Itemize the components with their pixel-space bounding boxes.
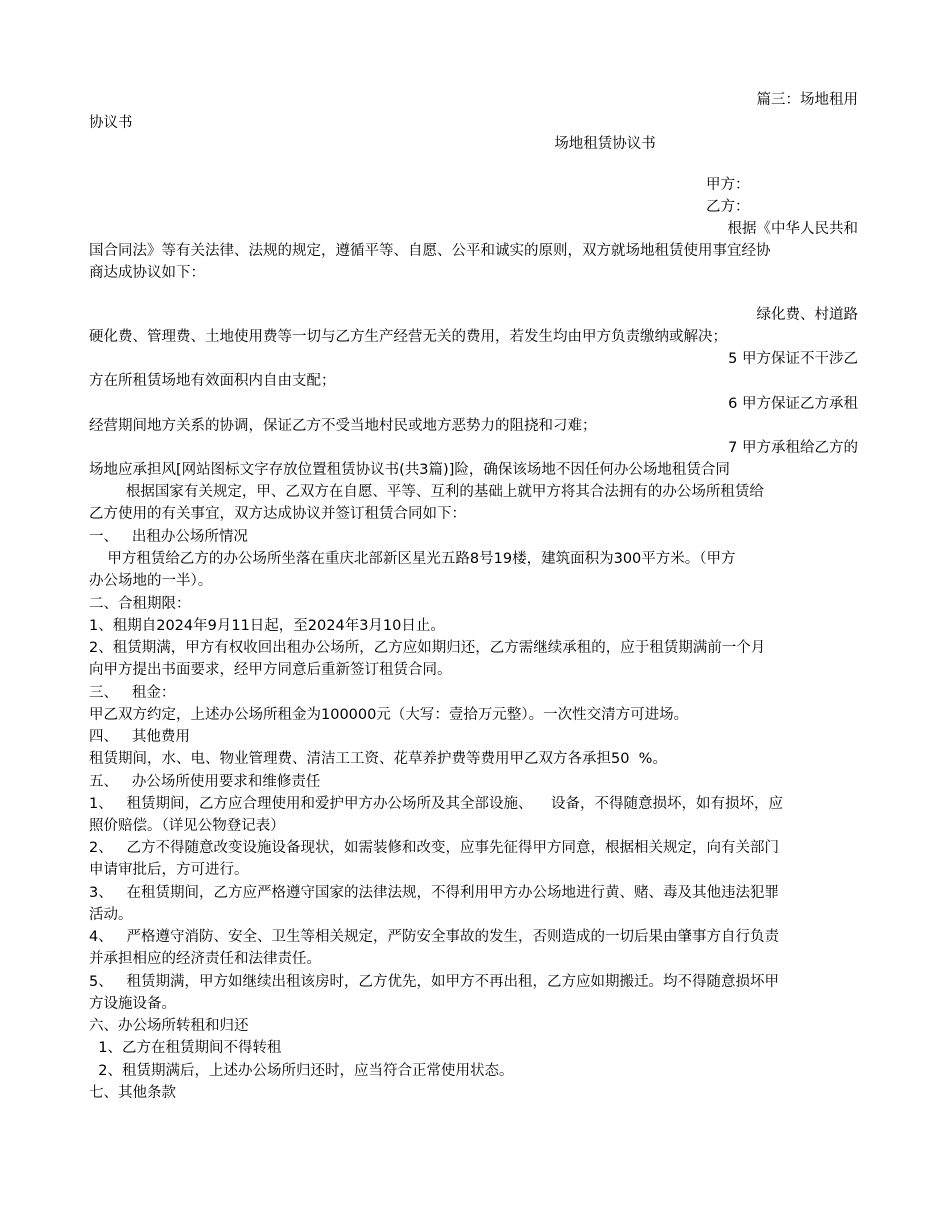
paragraph-line: 租赁期间，水、电、物业管理费、清洁工工资、花草养护费等费用甲乙双方各承担50 %。 bbox=[89, 751, 667, 767]
clause-line: 6 甲方保证乙方承租 bbox=[728, 396, 858, 412]
paragraph-line: 照价赔偿。（详见公物登记表） bbox=[89, 818, 285, 834]
clause-line: 绿化费、村道路 bbox=[756, 307, 858, 323]
party-a-label: 甲方： bbox=[706, 177, 750, 193]
paragraph-line: 活动。 bbox=[89, 907, 133, 923]
paragraph-line: 1、乙方在租赁期间不得转租 bbox=[89, 1040, 282, 1056]
paragraph-line: 申请审批后，方可进行。 bbox=[89, 862, 249, 878]
section-heading: 三、 租金： bbox=[89, 685, 176, 701]
section-heading: 七、其他条款 bbox=[89, 1085, 176, 1101]
paragraph-line: 根据国家有关规定，甲、乙双方在自愿、平等、互利的基础上就甲方将其合法拥有的办公场所租赁给 bbox=[89, 484, 764, 500]
preamble-line: 国合同法》等有关法律、法规的规定，遵循平等、自愿、公平和诚实的原则，双方就场地租赁使用事宜经协 bbox=[89, 243, 771, 259]
preamble-line: 根据《中华人民共和 bbox=[727, 221, 858, 237]
section-heading: 五、 办公场所使用要求和维修责任 bbox=[89, 774, 321, 790]
paragraph-line: 3、 在租赁期间，乙方应严格遵守国家的法律法规，不得利用甲方办公场地进行黄、赌、毒及其他违法犯罪 bbox=[89, 885, 780, 901]
paragraph-line: 并承担相应的经济责任和法律责任。 bbox=[89, 951, 321, 967]
paragraph-line: 2、租赁期满，甲方有权收回出租办公场所，乙方应如期归还，乙方需继续承租的，应于租赁期满前一个月 bbox=[89, 640, 766, 656]
clause-line: 场地应承担风[网站图标文字存放位置租赁协议书(共3篇)]险，确保该场地不因任何办公场地租赁合同 bbox=[89, 462, 730, 478]
section-heading: 二、合租期限： bbox=[89, 596, 191, 612]
paragraph-line: 方设施设备。 bbox=[89, 996, 176, 1012]
section-heading-cont: 协议书 bbox=[89, 115, 133, 131]
clause-line: 硬化费、管理费、土地使用费等一切与乙方生产经营无关的费用，若发生均由甲方负责缴纳或解决； bbox=[89, 329, 727, 345]
paragraph-line: 5、 租赁期满，甲方如继续出租该房时，乙方优先，如甲方不再出租，乙方应如期搬迁。均不得随意损坏甲 bbox=[89, 974, 780, 990]
clause-line: 7 甲方承租给乙方的 bbox=[728, 440, 858, 456]
preamble-line: 商达成协议如下： bbox=[89, 265, 205, 281]
section-heading: 一、 出租办公场所情况 bbox=[89, 529, 248, 545]
paragraph-line: 乙方使用的有关事宜，双方达成协议并签订租赁合同如下： bbox=[89, 506, 466, 522]
clause-line: 经营期间地方关系的协调，保证乙方不受当地村民或地方恶势力的阻挠和刁难； bbox=[89, 418, 597, 434]
paragraph-line: 2、租赁期满后，上述办公场所归还时，应当符合正常使用状态。 bbox=[89, 1063, 514, 1079]
section-heading: 篇三：场地租用 bbox=[756, 92, 858, 108]
clause-line: 方在所租赁场地有效面积内自由支配； bbox=[89, 373, 336, 389]
paragraph-line: 向甲方提出书面要求，经甲方同意后重新签订租赁合同。 bbox=[89, 662, 452, 678]
section-heading: 四、 其他费用 bbox=[89, 729, 190, 745]
paragraph-line: 1、租期自2024年9月11日起，至2024年3月10日止。 bbox=[89, 618, 445, 634]
clause-line: 5 甲方保证不干涉乙 bbox=[728, 351, 858, 367]
paragraph-line: 甲乙双方约定，上述办公场所租金为100000元（大写：壹拾万元整）。一次性交清方可进场。 bbox=[89, 707, 689, 723]
paragraph-line: 4、 严格遵守消防、安全、卫生等相关规定，严防安全事故的发生，否则造成的一切后果由肇事方自行负责 bbox=[89, 929, 780, 945]
paragraph-line: 2、 乙方不得随意改变设施设备现状，如需装修和改变，应事先征得甲方同意，根据相关规定，向有关部门 bbox=[89, 840, 780, 856]
paragraph-line: 1、 租赁期间，乙方应合理使用和爱护甲方办公场所及其全部设施、 设备，不得随意损坏，如有损坏，应 bbox=[89, 796, 783, 812]
paragraph-line: 甲方租赁给乙方的办公场所坐落在重庆北部新区星光五路8号19楼，建筑面积为300平方米。（甲方 bbox=[89, 551, 736, 567]
section-heading: 六、办公场所转租和归还 bbox=[89, 1018, 249, 1034]
party-b-label: 乙方： bbox=[706, 199, 750, 215]
document-title: 场地租赁协议书 bbox=[554, 136, 656, 152]
paragraph-line: 办公场地的一半）。 bbox=[89, 573, 213, 589]
